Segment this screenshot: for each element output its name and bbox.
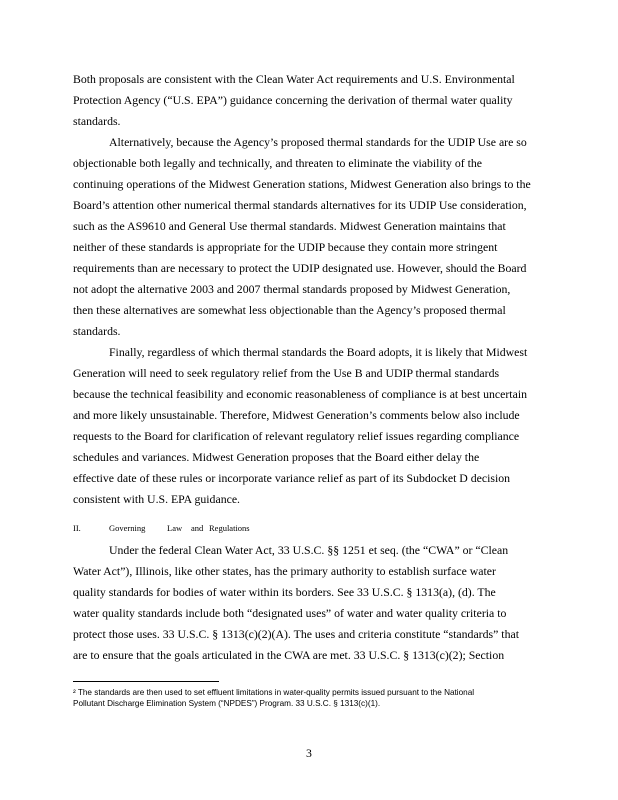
paragraph-2-line-5: such as the AS9610 and General Use thermal standards. Midwest Generation maintains that — [73, 219, 506, 233]
paragraph-2-line-1: Alternatively, because the Agency’s proposed thermal standards for the UDIP Use are so — [109, 135, 527, 149]
heading-word-governing: Governing — [109, 523, 146, 533]
paragraph-2-line-10: standards. — [73, 324, 121, 338]
heading-word-law: Law — [167, 523, 183, 533]
paragraph-2-line-2: objectionable both legally and technically, and threaten to eliminate the viability of the — [73, 156, 483, 170]
heading-word-and: and — [191, 523, 204, 533]
heading-number: II. — [73, 523, 81, 533]
paragraph-2-line-6: neither of these standards is appropriate for the UDIP because they contain more stringent — [73, 240, 498, 254]
paragraph-3-line-5: requests to the Board for clarification of relevant regulatory relief issues regarding compliance — [73, 429, 520, 443]
paragraph-3-line-2: Generation will need to seek regulatory relief from the Use B and UDIP thermal standards — [73, 366, 500, 380]
heading-word-regulations: Regulations — [209, 523, 250, 533]
footnote-line-1: ² The standards are then used to set effluent limitations in water-quality permits issued pursuant to the National — [73, 688, 475, 697]
paragraph-1-line-2: Protection Agency (“U.S. EPA”) guidance concerning the derivation of thermal water quality — [73, 93, 513, 107]
paragraph-3-line-3: because the technical feasibility and economic reasonableness of compliance is at best uncertain — [73, 387, 527, 401]
paragraph-1-line-1: Both proposals are consistent with the Clean Water Act requirements and U.S. Environmental — [73, 72, 515, 86]
paragraph-2-line-4: Board’s attention other numerical thermal standards alternatives for its UDIP Use consideration, — [73, 198, 527, 212]
paragraph-3-line-6: schedules and variances. Midwest Generation proposes that the Board either delay the — [73, 450, 480, 464]
paragraph-4-line-1: Under the federal Clean Water Act, 33 U.S.C. §§ 1251 et seq. (the “CWA” or “Clean — [109, 543, 509, 557]
paragraph-2-line-8: not adopt the alternative 2003 and 2007 thermal standards proposed by Midwest Generation, — [73, 282, 511, 296]
paragraph-2-line-3: continuing operations of the Midwest Generation stations, Midwest Generation also brings to the — [73, 177, 531, 191]
paragraph-4-line-3: quality standards for bodies of water within its borders. See 33 U.S.C. § 1313(a), (d). The — [73, 585, 496, 599]
paragraph-3-line-8: consistent with U.S. EPA guidance. — [73, 492, 241, 506]
footnote-divider — [73, 681, 219, 682]
paragraph-3-line-7: effective date of these rules or incorporate variance relief as part of its Subdocket D decision — [73, 471, 511, 485]
footnote-line-2: Pollutant Discharge Elimination System (“NPDES”) Program. 33 U.S.C. § 1313(c)(1). — [73, 699, 381, 708]
paragraph-4-line-6: are to ensure that the goals articulated in the CWA are met. 33 U.S.C. § 1313(c)(2); Section — [73, 648, 505, 662]
paragraph-3-line-1: Finally, regardless of which thermal standards the Board adopts, it is likely that Midwest — [109, 345, 528, 359]
paragraph-3-line-4: and more likely unsustainable. Therefore, Midwest Generation’s comments below also include — [73, 408, 520, 422]
paragraph-4-line-2: Water Act”), Illinois, like other states, has the primary authority to establish surface water — [73, 564, 496, 578]
paragraph-2-line-9: then these alternatives are somewhat less objectionable than the Agency’s proposed thermal — [73, 303, 506, 317]
page-number: 3 — [306, 746, 312, 760]
paragraph-4-line-5: protect those uses. 33 U.S.C. § 1313(c)(2)(A). The uses and criteria constitute “standards” that — [73, 627, 519, 641]
paragraph-4-line-4: water quality standards include both “designated uses” of water and water quality criteria to — [73, 606, 507, 620]
paragraph-2-line-7: requirements than are necessary to protect the UDIP designated use. However, should the Board — [73, 261, 527, 275]
paragraph-1-line-3: standards. — [73, 114, 121, 128]
